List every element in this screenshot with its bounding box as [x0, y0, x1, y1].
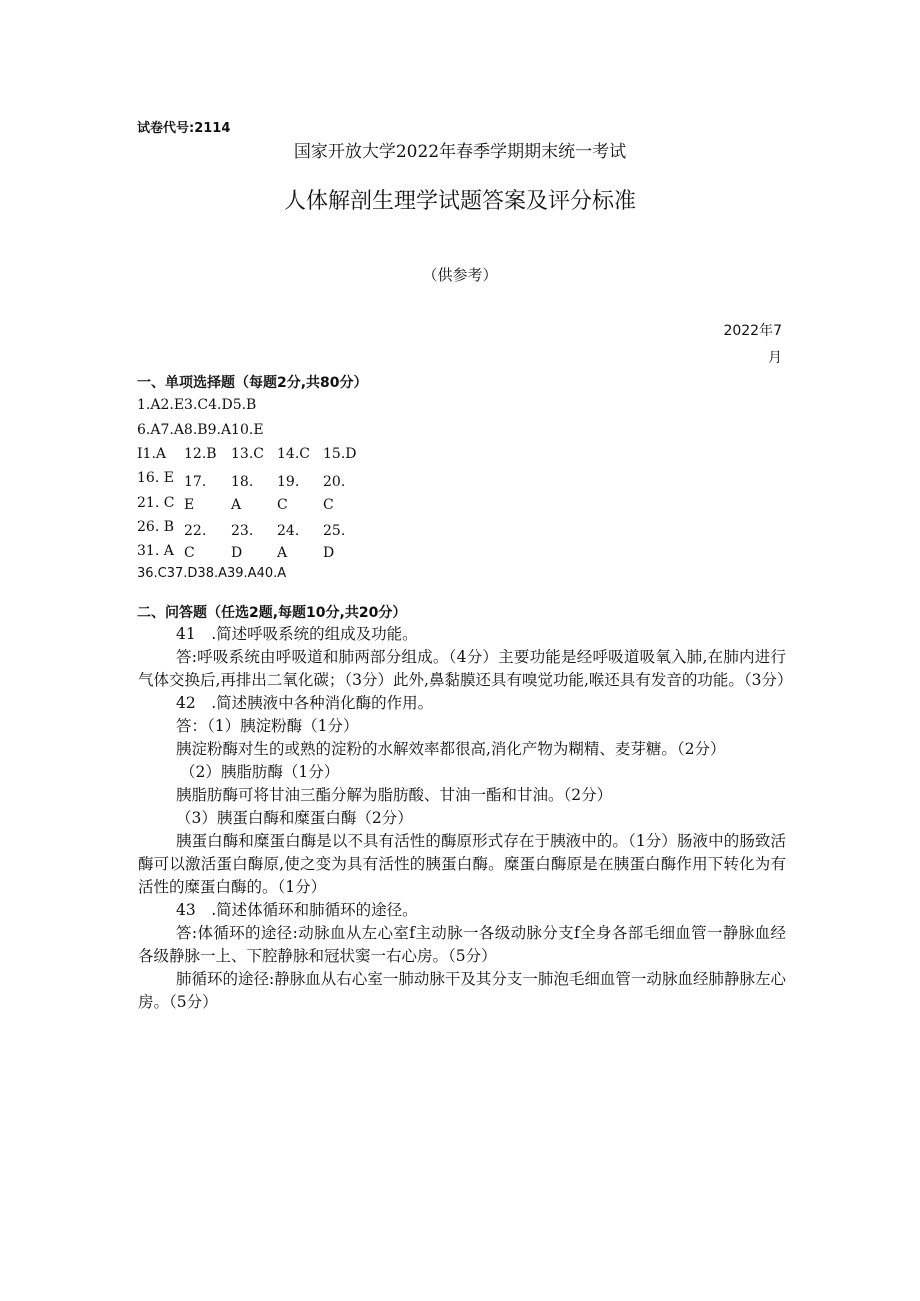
answer-20: C [323, 497, 334, 513]
answer-42-part2-detail: 胰脂肪酶可将甘油三酯分解为脂肪酸、甘油一酯和甘油。（2分） [176, 786, 613, 804]
answer-43-pulmonary: 肺循环的途径:静脉血从右心室一肺动脉干及其分支一肺泡毛细血管一动脉血经肺静脉左心房。（5分） [138, 970, 786, 1011]
answer-23: D [231, 545, 243, 561]
answer-row-2: 6.A7.A8.B9.A10.E [137, 422, 264, 438]
answer-19: C [277, 497, 288, 513]
answer-22: C [184, 545, 195, 561]
answer-12: 12.B [184, 446, 217, 462]
answer-14: 14.C [277, 446, 310, 462]
answer-13: 13.C [231, 446, 264, 462]
answer-row-1: 1.A2.E3.C4.D5.B [137, 397, 257, 413]
date-line-1: 2022年7 [723, 323, 782, 339]
answer-11: I1.A [137, 446, 166, 462]
section1-heading: 一、单项选择题（每题2分,共80分） [137, 375, 368, 391]
number-25: 25. [323, 523, 346, 539]
answer-31: 31. A [137, 543, 174, 559]
answer-21: 21. C [137, 495, 175, 511]
question-43: 43 .简述体循环和肺循环的途径。 [176, 901, 418, 919]
answer-42-part3-detail: 胰蛋白酶和糜蛋白酶是以不具有活性的酶原形式存在于胰液中的。（1分）肠液中的肠致活酶可以激活蛋白酶原,使之变为具有活性的胰蛋白酶。糜蛋白酶原是在胰蛋白酶作用下转化为有活性的糜蛋白酶的。（1分） [138, 832, 786, 896]
number-19: 19. [277, 474, 300, 490]
answer-26: 26. B [137, 519, 175, 535]
answer-42-part2: （2）胰脂肪酶（1分） [180, 763, 340, 781]
answer-18: A [231, 497, 242, 513]
exam-name: 国家开放大学2022年春季学期期末统一考试 [293, 142, 627, 162]
answer-43-systemic: 答:体循环的途径:动脉血从左心室f主动脉一各级动脉分支f全身各部毛细血管一静脉血经各级静脉一上、下腔静脉和冠状窦一右心房。（5分） [138, 924, 786, 965]
number-23: 23. [231, 523, 254, 539]
answer-42-part3: （3）胰蛋白酶和糜蛋白酶（2分） [176, 809, 413, 827]
question-41: 41 .简述呼吸系统的组成及功能。 [176, 625, 418, 643]
page-title: 人体解剖生理学试题答案及评分标准 [283, 189, 636, 214]
number-24: 24. [277, 523, 300, 539]
answer-24: A [277, 545, 288, 561]
answer-42-part1: 答：（1）胰淀粉酶（1分） [176, 717, 359, 735]
number-17: 17. [184, 474, 207, 490]
reference-note: （供参考） [422, 266, 498, 284]
question-42: 42 .简述胰液中各种消化酶的作用。 [176, 694, 434, 712]
number-22: 22. [184, 523, 207, 539]
paper-code: 试卷代号:2114 [137, 121, 231, 136]
date-line-2: 月 [768, 350, 782, 366]
number-18: 18. [231, 474, 254, 490]
section2-body [138, 623, 793, 1014]
answer-17: E [184, 497, 195, 513]
answer-16: 16. E [137, 470, 174, 486]
answer-25: D [323, 545, 335, 561]
section2-heading: 二、问答题（任选2题,每题10分,共20分） [137, 605, 407, 621]
answer-41: 答:呼吸系统由呼吸道和肺两部分组成。（4分）主要功能是经呼吸道吸氧入肺,在肺内进行气体交换后,再排出二氧化碳；（3分）此外,鼻黏膜还具有嗅觉功能,喉还具有发音的功能。（3分） [138, 648, 793, 689]
answer-42-part1-detail: 胰淀粉酶对生的或熟的淀粉的水解效率都很高,消化产物为糊精、麦芽糖。（2分） [176, 740, 726, 758]
number-20: 20. [323, 474, 346, 490]
answer-15: 15.D [323, 446, 357, 462]
answer-row-last: 36.C37.D38.A39.A40.A [137, 566, 287, 581]
